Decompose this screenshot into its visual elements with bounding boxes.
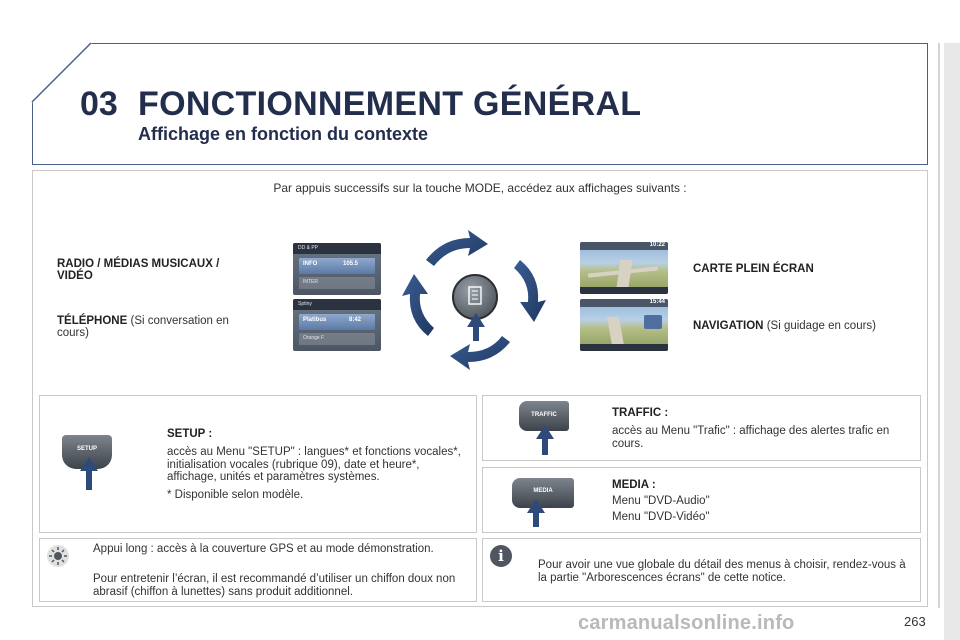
navigation-mode-note: (Si guidage en cours) [763, 320, 877, 332]
map-fullscreen-thumbnail [580, 242, 668, 294]
navigation-thumbnail [580, 299, 668, 351]
setup-press-arrow-icon [80, 457, 98, 471]
radio-screen-frequency: 105.5 [343, 261, 359, 267]
phone-screen-row2: Orange F [303, 335, 325, 341]
arrow-right-icon [514, 260, 546, 322]
telephone-mode-label [57, 315, 257, 339]
navigation-mode-label [693, 320, 913, 332]
media-press-arrow-stem [533, 512, 539, 527]
traffic-heading [612, 407, 912, 420]
phone-screen-header: Sptiny [298, 301, 312, 307]
setup-press-arrow-stem [86, 470, 92, 490]
setup-heading [167, 428, 467, 441]
telephone-screen-thumbnail [293, 299, 381, 351]
mode-intro-text: Par appuis successifs sur la touche MODE, accédez aux affichages suivants : [273, 181, 687, 195]
chapter-number: 03 [80, 85, 118, 123]
map-mode-title: CARTE PLEIN ÉCRAN [693, 263, 814, 275]
page-title: FONCTIONNEMENT GÉNÉRAL [138, 85, 642, 123]
watermark: carmanualsonline.info [578, 612, 795, 634]
media-press-arrow-icon [527, 499, 545, 513]
map-mode-label [693, 263, 893, 275]
radio-screen-header: DD & PP [298, 245, 319, 251]
phone-screen-time: 8:42 [349, 317, 362, 323]
media-line-dvd-video: Menu "DVD-Vidéo" [612, 511, 710, 523]
page-number: 263 [904, 614, 926, 629]
radio-mode-title: RADIO / MÉDIAS MUSICAUX / VIDÉO [57, 258, 220, 282]
traffic-press-arrow-stem [542, 438, 548, 455]
tip-long-press: Appui long : accès à la couverture GPS et au mode démonstration. [93, 543, 434, 555]
radio-screen-thumbnail [293, 243, 381, 295]
arrow-bottom-icon [450, 336, 510, 370]
media-heading-text: MEDIA : [612, 479, 656, 491]
arrow-left-icon [402, 274, 434, 336]
nav-turn-panel [644, 315, 662, 329]
setup-button-label: SETUP [76, 446, 97, 452]
radio-screen-row2: INTER [303, 279, 318, 285]
traffic-description: accès au Menu "Trafic" : affichage des alertes trafic en cours. [612, 425, 890, 450]
traffic-press-arrow-icon [536, 425, 554, 439]
media-line-dvd-audio: Menu "DVD-Audio" [612, 495, 710, 507]
radio-mode-label [57, 258, 247, 282]
traffic-heading-text: TRAFFIC : [612, 407, 669, 419]
info-icon: i [490, 545, 512, 567]
navigation-mode-title: NAVIGATION [693, 320, 764, 332]
tip-screen-care: Pour entretenir l’écran, il est recommandé d’utiliser un chiffon doux non abrasif (chiffon à lunettes) sans produit additionnel. [93, 573, 456, 598]
nav-screen-time: 15:44 [649, 299, 665, 305]
phone-screen-row1: Platibus [303, 317, 327, 323]
traffic-button-label: TRAFFIC [531, 412, 557, 418]
info-text: Pour avoir une vue globale du détail des menus à choisir, rendez-vous à la partie "Arborescences écrans" de cette notice. [538, 559, 906, 584]
setup-description: accès au Menu "SETUP" : langues* et fonctions vocales*, initialisation vocales (rubrique 09), date et heure*, affichage, unités et paramètres systèmes. [167, 446, 461, 483]
telephone-mode-note: (Si conversation en cours) [57, 315, 229, 339]
margin-line [938, 43, 940, 608]
mode-button-icon [454, 276, 496, 318]
mode-press-arrow-icon [467, 313, 485, 327]
mode-press-arrow-stem [473, 327, 479, 341]
setup-footnote: * Disponible selon modèle. [167, 489, 304, 501]
page-subtitle: Affichage en fonction du contexte [138, 124, 429, 144]
telephone-mode-title: TÉLÉPHONE [57, 315, 128, 327]
map-screen-time: 10:22 [649, 242, 665, 248]
media-heading [612, 479, 912, 492]
radio-screen-row1: INFO [303, 261, 318, 267]
arrow-top-icon [426, 230, 488, 266]
media-button-label: MEDIA [533, 488, 553, 494]
margin-bar [944, 43, 960, 640]
setup-heading-text: SETUP : [167, 428, 213, 440]
lightbulb-icon [47, 545, 69, 567]
